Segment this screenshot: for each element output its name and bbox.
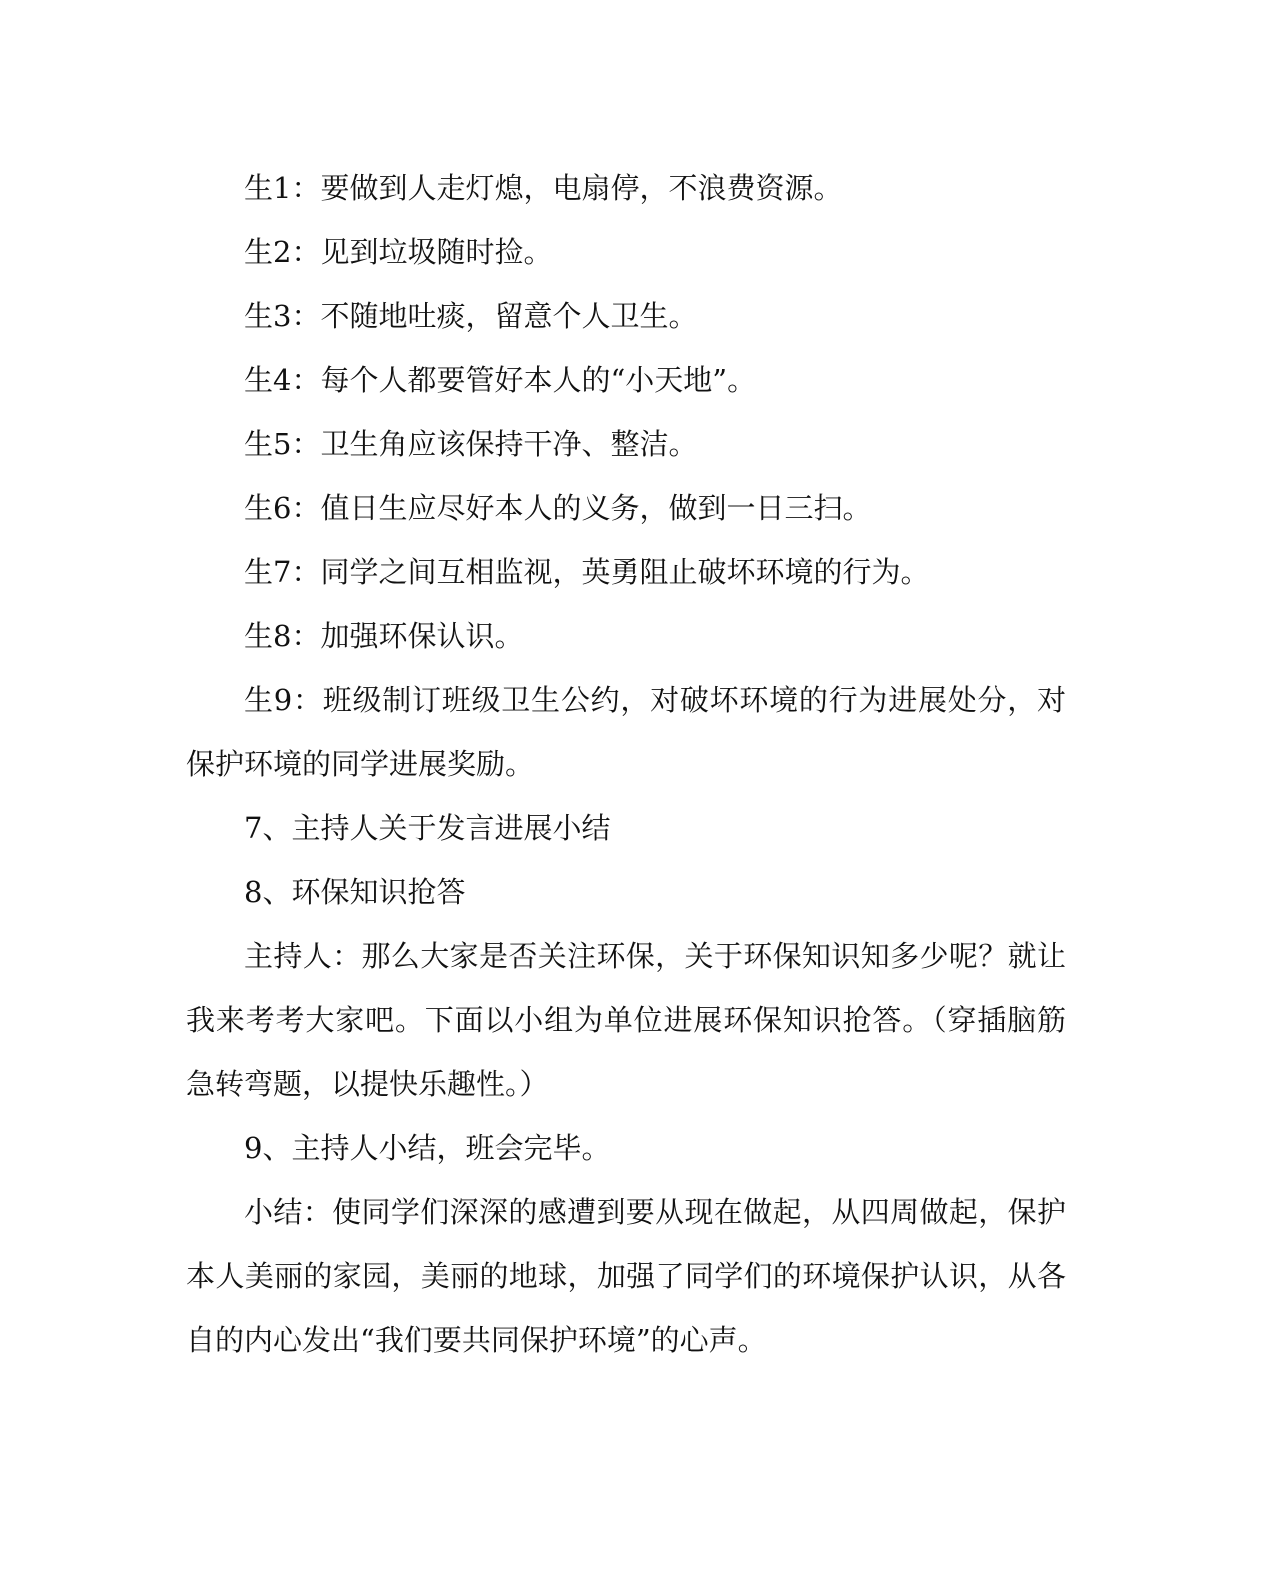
paragraph-student-5: 生5：卫生角应该保持干净、整洁。 — [244, 427, 698, 461]
section-heading-7: 7、主持人关于发言进展小结 — [244, 811, 611, 845]
paragraph-student-7: 生7：同学之间互相监视，英勇阻止破坏环境的行为。 — [244, 555, 930, 589]
paragraph-student-4: 生4：每个人都要管好本人的“小天地”。 — [244, 363, 757, 397]
paragraph-summary: 小结：使同学们深深的感遭到要从现在做起，从四周做起，保护本人美丽的家园，美丽的地球，加强了同学们的环境保护认识，从各自的内心发出“我们要共同保护环境”的心声。 — [186, 1195, 1066, 1357]
paragraph-student-6: 生6：值日生应尽好本人的义务，做到一日三扫。 — [244, 491, 872, 525]
section-heading-8: 8、环保知识抢答 — [244, 875, 466, 909]
section-heading-9: 9、主持人小结，班会完毕。 — [244, 1131, 611, 1165]
paragraph-student-8: 生8：加强环保认识。 — [244, 619, 524, 653]
paragraph-student-3: 生3：不随地吐痰，留意个人卫生。 — [244, 299, 698, 333]
paragraph-student-9: 生9：班级制订班级卫生公约，对破坏环境的行为进展处分，对保护环境的同学进展奖励。 — [186, 683, 1066, 781]
paragraph-student-1: 生1：要做到人走灯熄，电扇停，不浪费资源。 — [244, 171, 843, 205]
document-body — [186, 156, 1066, 1372]
paragraph-host-quiz: 主持人：那么大家是否关注环保，关于环保知识知多少呢？就让我来考考大家吧。下面以小组为单位进展环保知识抢答。（穿插脑筋急转弯题，以提快乐趣性。） — [186, 939, 1066, 1101]
paragraph-student-2: 生2：见到垃圾随时捡。 — [244, 235, 553, 269]
